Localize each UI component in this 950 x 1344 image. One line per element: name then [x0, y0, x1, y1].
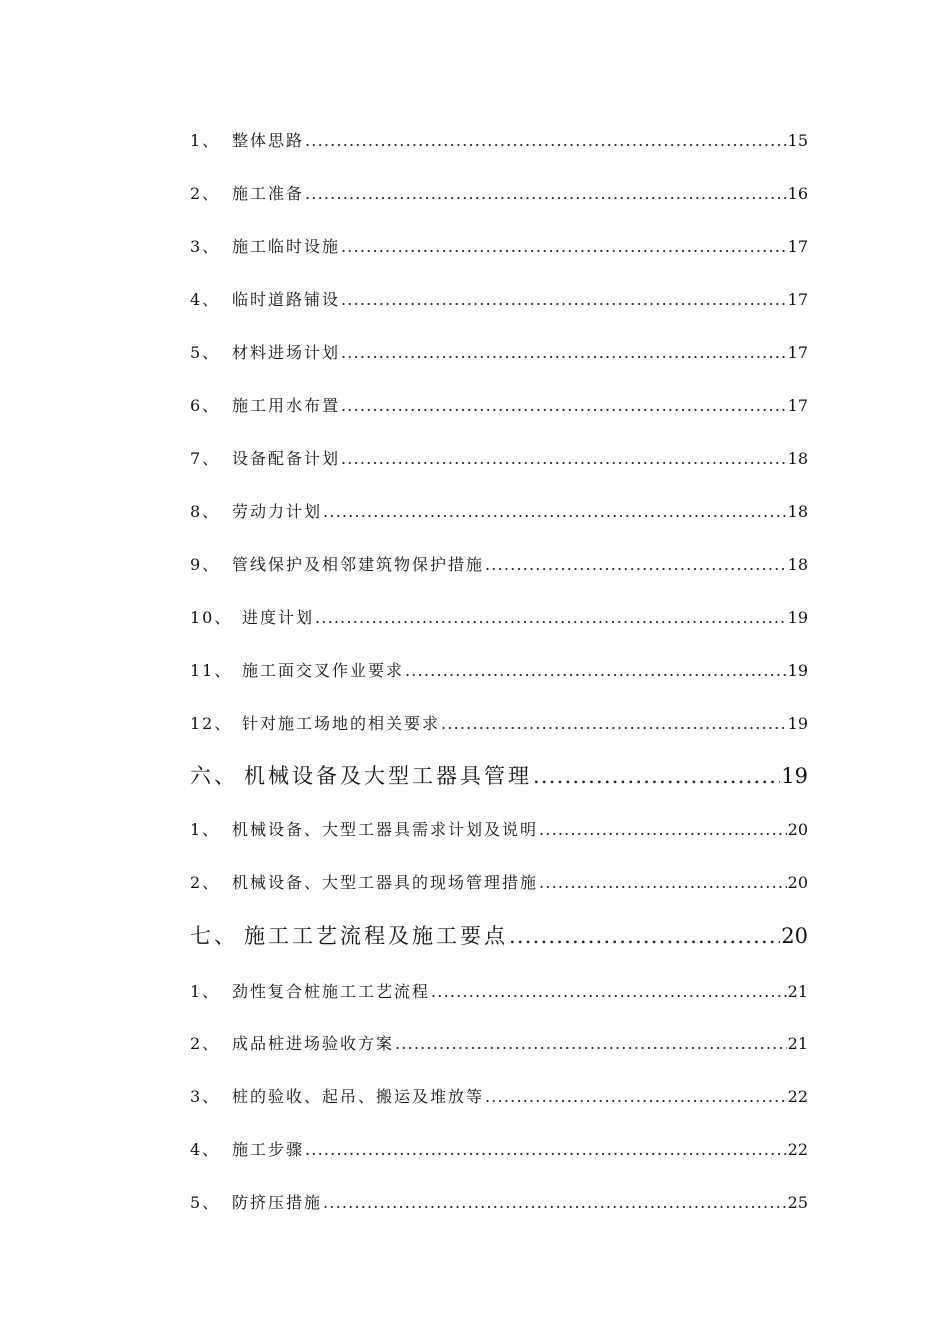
toc-entry-page: 19	[781, 764, 808, 788]
toc-entry-number: 8、	[190, 502, 221, 521]
toc-entry-title: 施工面交叉作业要求	[242, 661, 405, 680]
toc-entry[interactable]	[190, 287, 808, 311]
toc-entry-number: 5、	[190, 1193, 221, 1212]
toc-entry-page: 21	[787, 1034, 808, 1053]
toc-entry[interactable]	[190, 979, 808, 1003]
toc-chapter-entry[interactable]	[190, 760, 808, 790]
toc-dot-leader	[305, 1140, 787, 1159]
toc-dot-leader	[539, 820, 787, 839]
toc-entry-title: 成品桩进场验收方案	[232, 1034, 395, 1053]
toc-entry-number: 6、	[190, 396, 221, 415]
toc-entry-page: 25	[787, 1193, 808, 1212]
toc-entry-title: 材料进场计划	[232, 343, 341, 362]
toc-entry-title: 施工临时设施	[232, 237, 341, 256]
toc-entry-number: 1、	[190, 131, 221, 150]
toc-entry[interactable]	[190, 1137, 808, 1161]
toc-entry-title: 劲性复合桩施工工艺流程	[232, 982, 431, 1001]
toc-dot-leader	[341, 290, 787, 309]
toc-entry-page: 19	[787, 608, 808, 627]
toc-entry-number: 七、	[190, 924, 238, 948]
toc-entry-title: 机械设备、大型工器具需求计划及说明	[232, 820, 539, 839]
toc-entry[interactable]	[190, 711, 808, 735]
toc-entry-page: 15	[787, 131, 808, 150]
toc-entry[interactable]	[190, 552, 808, 576]
toc-entry-number: 12、	[190, 714, 233, 733]
toc-entry-page: 19	[787, 714, 808, 733]
toc-entry-number: 4、	[190, 290, 221, 309]
toc-entry[interactable]	[190, 181, 808, 205]
toc-entry-number: 2、	[190, 184, 221, 203]
toc-entry-title: 施工步骤	[232, 1140, 305, 1159]
toc-dot-leader	[305, 131, 787, 150]
toc-entry-page: 17	[787, 290, 808, 309]
toc-entry-number: 3、	[190, 1087, 221, 1106]
toc-entry[interactable]	[190, 1190, 808, 1214]
toc-entry-title: 施工用水布置	[232, 396, 341, 415]
toc-entry-number: 1、	[190, 820, 221, 839]
toc-entry-number: 3、	[190, 237, 221, 256]
toc-entry-title: 机械设备、大型工器具的现场管理措施	[232, 873, 539, 892]
toc-entry[interactable]	[190, 340, 808, 364]
toc-entry-number: 2、	[190, 873, 221, 892]
toc-entry-number: 1、	[190, 982, 221, 1001]
toc-entry-page: 17	[787, 237, 808, 256]
toc-entry-page: 20	[781, 924, 808, 948]
toc-entry-page: 18	[787, 502, 808, 521]
toc-entry-page: 17	[787, 343, 808, 362]
toc-entry-title: 施工工艺流程及施工要点	[244, 924, 508, 948]
toc-entry-number: 六、	[190, 764, 238, 788]
toc-entry[interactable]	[190, 1084, 808, 1108]
toc-entry-page: 20	[787, 820, 808, 839]
toc-dot-leader	[323, 502, 787, 521]
toc-chapter-entry[interactable]	[190, 920, 808, 950]
toc-entry-page: 18	[787, 555, 808, 574]
toc-entry-title: 机械设备及大型工器具管理	[244, 764, 532, 788]
toc-entry[interactable]	[190, 1031, 808, 1055]
toc-entry-number: 5、	[190, 343, 221, 362]
toc-dot-leader	[341, 237, 787, 256]
toc-entry-title: 整体思路	[232, 131, 305, 150]
toc-entry[interactable]	[190, 499, 808, 523]
toc-dot-leader	[323, 1193, 787, 1212]
toc-entry[interactable]	[190, 870, 808, 894]
toc-entry[interactable]	[190, 234, 808, 258]
toc-dot-leader	[315, 608, 787, 627]
toc-entry-page: 17	[787, 396, 808, 415]
toc-entry-page: 20	[787, 873, 808, 892]
toc-entry-number: 9、	[190, 555, 221, 574]
toc-entry-title: 施工准备	[232, 184, 305, 203]
toc-entry[interactable]	[190, 605, 808, 629]
toc-entry[interactable]	[190, 817, 808, 841]
toc-dot-leader	[509, 924, 780, 948]
toc-dot-leader	[395, 1034, 787, 1053]
toc-dot-leader	[305, 184, 787, 203]
toc-dot-leader	[341, 449, 787, 468]
toc-entry-title: 管线保护及相邻建筑物保护措施	[232, 555, 485, 574]
toc-entry-title: 进度计划	[242, 608, 315, 627]
toc-entry-number: 10、	[190, 608, 233, 627]
toc-dot-leader	[341, 396, 787, 415]
toc-entry-page: 18	[787, 449, 808, 468]
toc-dot-leader	[341, 343, 787, 362]
toc-entry-page: 22	[787, 1140, 808, 1159]
toc-entry-number: 11、	[190, 661, 233, 680]
toc-entry[interactable]	[190, 658, 808, 682]
toc-dot-leader	[485, 1087, 787, 1106]
toc-entry-number: 4、	[190, 1140, 221, 1159]
toc-dot-leader	[533, 764, 780, 788]
toc-dot-leader	[539, 873, 787, 892]
toc-entry-title: 针对施工场地的相关要求	[242, 714, 441, 733]
toc-entry-title: 临时道路铺设	[232, 290, 341, 309]
toc-entry-title: 劳动力计划	[232, 502, 323, 521]
toc-entry-page: 21	[787, 982, 808, 1001]
toc-entry[interactable]	[190, 446, 808, 470]
toc-dot-leader	[405, 661, 787, 680]
toc-entry-page: 22	[787, 1087, 808, 1106]
toc-dot-leader	[431, 982, 787, 1001]
toc-entry-page: 16	[787, 184, 808, 203]
toc-entry[interactable]	[190, 128, 808, 152]
toc-dot-leader	[485, 555, 787, 574]
toc-dot-leader	[441, 714, 787, 733]
toc-entry-number: 2、	[190, 1034, 221, 1053]
toc-entry-title: 防挤压措施	[232, 1193, 323, 1212]
toc-entry[interactable]	[190, 393, 808, 417]
toc-entry-number: 7、	[190, 449, 221, 468]
toc-entry-page: 19	[787, 661, 808, 680]
toc-entry-title: 桩的验收、起吊、搬运及堆放等	[232, 1087, 485, 1106]
toc-entry-title: 设备配备计划	[232, 449, 341, 468]
